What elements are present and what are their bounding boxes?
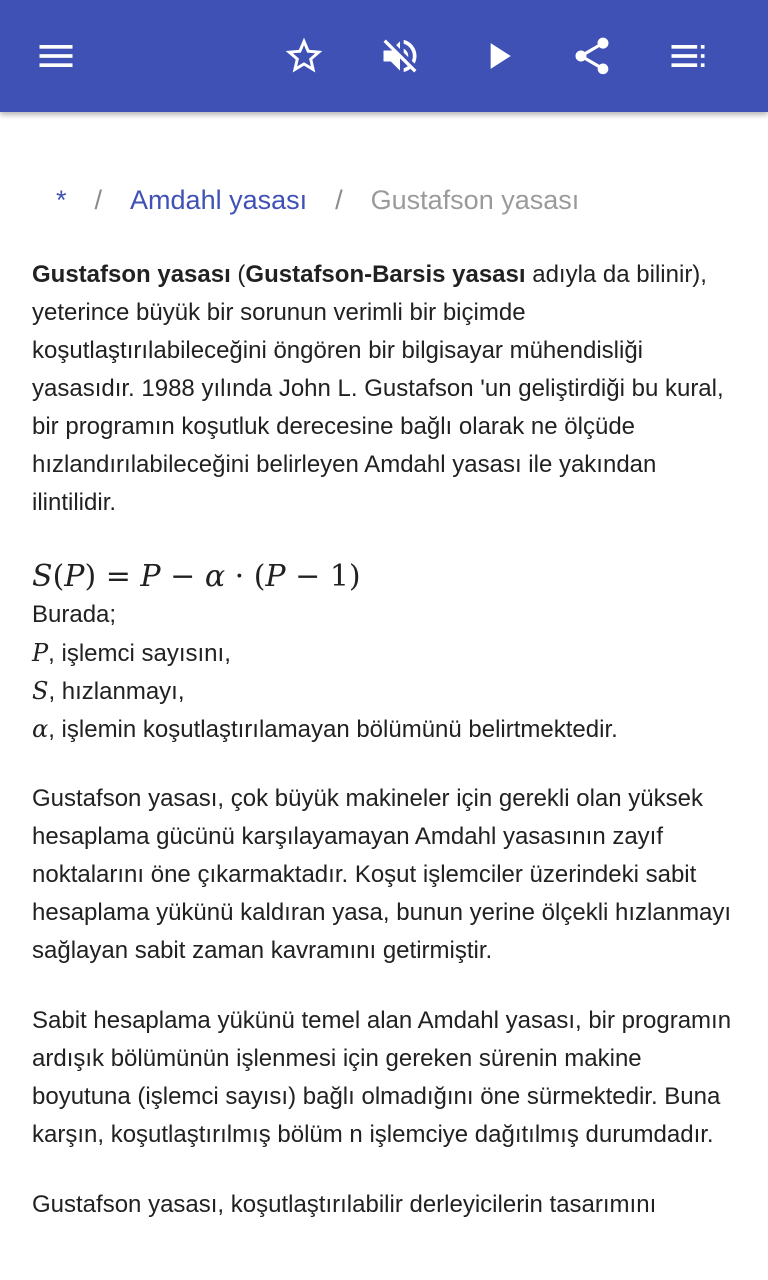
definition-alpha: [32, 710, 742, 748]
formula-alpha: α: [204, 559, 226, 594]
paren-text: (: [230, 261, 246, 288]
breadcrumb-separator: /: [335, 184, 343, 215]
formula-paren: ): [348, 559, 361, 594]
formula-equals: =: [96, 559, 141, 594]
breadcrumb-current: Gustafson yasası: [370, 184, 580, 215]
volume-off-icon: [378, 34, 422, 78]
app-bar: [0, 0, 768, 112]
article-paragraph-4: Gustafson yasası, koşutlaştırılabilir derleyicilerin tasarımını: [32, 1191, 657, 1218]
favorite-button[interactable]: [272, 24, 336, 88]
symbol-p: P: [32, 639, 49, 667]
formula-p: P: [140, 559, 161, 594]
formula-dot: ·: [225, 559, 254, 594]
definition-s: [32, 672, 742, 710]
article-body: [32, 256, 742, 1256]
article-paragraph-intro: [32, 256, 742, 522]
intro-text: adıyla da bilinir), yeterince büyük bir sorunun verimli bir biçimde koşutlaştırılabileceğini öngören bir bilgisayar mühendisliği yasasıdır. 1988 yılında John L. Gustafson 'un geliştirdiği bu kural, bir programın koşutluk derecesine bağlı olarak ne ölçüde hızlandırılabileceğini belirleyen Amdahl yasası ile yakından ilintilidir.: [32, 261, 724, 516]
formula-p: P: [265, 559, 286, 594]
breadcrumb-separator: /: [94, 184, 103, 215]
mute-button[interactable]: [368, 24, 432, 88]
play-icon: [476, 34, 520, 78]
share-icon: [570, 34, 614, 78]
speedup-formula: [32, 558, 742, 596]
symbol-s: S: [32, 677, 49, 705]
term-gustafson: Gustafson yasası: [32, 261, 231, 288]
contents-button[interactable]: [656, 24, 720, 88]
playlist-icon: [666, 34, 710, 78]
star-icon: [282, 34, 326, 78]
formula-paren: (: [253, 559, 266, 594]
definition-text: , hızlanmayı,: [48, 678, 185, 705]
share-button[interactable]: [560, 24, 624, 88]
formula-paren: (: [52, 559, 65, 594]
menu-icon: [34, 34, 78, 78]
formula-paren: ): [84, 559, 97, 594]
definition-text: , işlemci sayısını,: [48, 640, 231, 667]
definitions-intro: Burada;: [32, 601, 117, 628]
formula-p: P: [64, 559, 85, 594]
formula-one: 1: [329, 559, 349, 594]
symbol-alpha: α: [32, 715, 49, 743]
breadcrumb-parent-link[interactable]: Amdahl yasası: [130, 184, 308, 215]
play-button[interactable]: [466, 24, 530, 88]
menu-button[interactable]: [24, 24, 88, 88]
formula-minus: −: [160, 559, 205, 594]
term-gustafson-barsis: Gustafson-Barsis yasası: [245, 261, 526, 288]
breadcrumb-home-link[interactable]: *: [56, 184, 67, 215]
definition-text: , işlemin koşutlaştırılamayan bölümünü belirtmektedir.: [48, 716, 618, 743]
definitions-list: [32, 596, 742, 748]
article-paragraph-2: Gustafson yasası, çok büyük makineler için gerekli olan yüksek hesaplama gücünü karşılayamayan Amdahl yasasının zayıf noktalarını öne çıkarmaktadır. Koşut işlemciler üzerindeki sabit hesaplama yükünü kaldıran yasa, bunun yerine ölçekli hızlanmayı sağlayan sabit zaman kavramını getirmiştir.: [32, 785, 732, 964]
definition-p: [32, 634, 742, 672]
formula-minus: −: [285, 559, 330, 594]
article-paragraph-3: Sabit hesaplama yükünü temel alan Amdahl yasası, bir programın ardışık bölümünün işlenmesi için gereken sürenin makine boyutuna (işlemci sayısı) bağlı olmadığını öne sürmektedir. Buna karşın, koşutlaştırılmış bölüm n işlemciye dağıtılmış durumdadır.: [32, 1007, 732, 1148]
breadcrumb: [56, 180, 579, 220]
formula-s: S: [32, 559, 53, 594]
